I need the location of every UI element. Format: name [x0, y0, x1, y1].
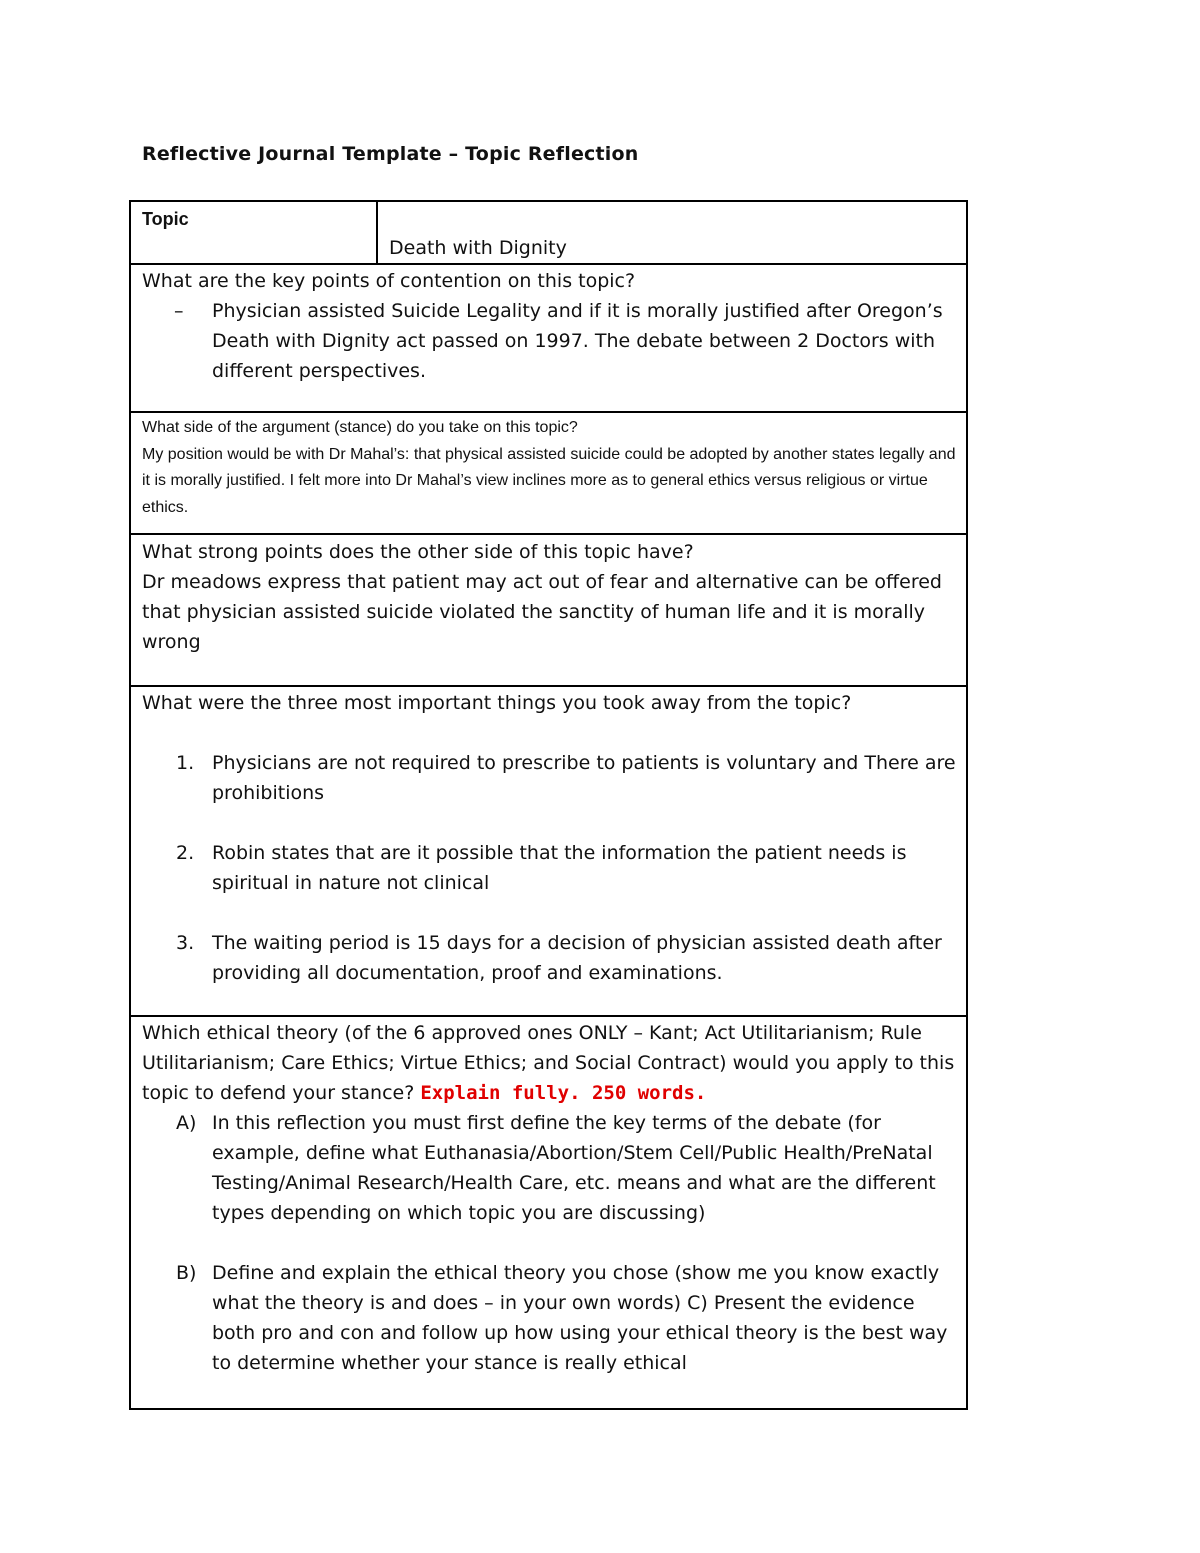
- contention-row: [130, 264, 967, 412]
- other-side-question: What strong points does the other side of this topic have?: [142, 541, 694, 563]
- instruction-text: In this reflection you must first define the key terms of the debate (for example, define what Euthanasia/Abortion/Stem Cell/Public Health/PreNatal Testing/Animal Research/Health Care, etc. means and what are the different types depending on which topic you are discussing): [212, 1112, 936, 1224]
- contention-cell: [130, 264, 967, 412]
- ethical-theory-list: [142, 1108, 956, 1378]
- other-side-cell: [130, 534, 967, 686]
- list-item: [174, 296, 956, 386]
- stance-answer: My position would be with Dr Mahal’s: that physical assisted suicide could be adopted by another states legally and it is morally justified. I felt more into Dr Mahal’s view inclines more as to general ethics versus religious or virtue ethics.: [142, 445, 956, 516]
- ethical-theory-row: [130, 1016, 967, 1409]
- topic-value-cell: [377, 201, 967, 264]
- topic-value: Death with Dignity: [389, 237, 567, 259]
- list-marker: 2.: [176, 842, 195, 864]
- topic-label: Topic: [142, 209, 189, 229]
- takeaways-question: What were the three most important things you took away from the topic?: [142, 692, 852, 714]
- other-side-answer: Dr meadows express that patient may act out of fear and alternative can be offered that physician assisted suicide violated the sanctity of human life and it is morally wrong: [142, 571, 942, 653]
- instruction-text: Define and explain the ethical theory you chose (show me you know exactly what the theory is and does – in your own words) C) Present the evidence both pro and con and follow up how using your ethical theory is the best way to determine whether your stance is really ethical: [212, 1262, 948, 1374]
- stance-question: What side of the argument (stance) do you take on this topic?: [142, 419, 578, 436]
- list-marker: B): [176, 1262, 197, 1284]
- contention-list: [142, 296, 956, 386]
- list-item: [176, 1258, 956, 1378]
- contention-bullet-text: Physician assisted Suicide Legality and if it is morally justified after Oregon’s Death with Dignity act passed on 1997. The debate between 2 Doctors with different perspectives.: [212, 300, 943, 382]
- takeaways-list: [142, 748, 956, 988]
- other-side-row: [130, 534, 967, 686]
- ethical-theory-question-block: [142, 1017, 956, 1108]
- list-item: [176, 838, 956, 898]
- reflection-table: [129, 200, 968, 1410]
- takeaway-text: Physicians are not required to prescribe to patients is voluntary and There are prohibitions: [212, 752, 956, 804]
- ethical-theory-cell: [130, 1016, 967, 1409]
- dash-marker: –: [174, 300, 184, 322]
- takeaway-text: Robin states that are it possible that the information the patient needs is spiritual in nature not clinical: [212, 842, 907, 894]
- list-marker: 1.: [176, 752, 195, 774]
- takeaways-row: [130, 686, 967, 1016]
- topic-row: [130, 201, 967, 264]
- ethical-theory-question: Which ethical theory (of the 6 approved ones ONLY – Kant; Act Utilitarianism; Rule Utilitarianism; Care Ethics; Virtue Ethics; and Social Contract) would you apply to this topic to defend your stance?: [142, 1022, 955, 1104]
- stance-cell: [130, 412, 967, 534]
- stance-row: [130, 412, 967, 534]
- list-item: [176, 928, 956, 988]
- document-title: Reflective Journal Template – Topic Reflection: [142, 143, 639, 165]
- list-marker: 3.: [176, 932, 195, 954]
- takeaway-text: The waiting period is 15 days for a decision of physician assisted death after providing all documentation, proof and examinations.: [212, 932, 942, 984]
- topic-label-cell: [130, 201, 377, 264]
- contention-question: What are the key points of contention on this topic?: [142, 270, 636, 292]
- explain-fully-emphasis: Explain fully. 250 words.: [420, 1082, 707, 1104]
- takeaways-cell: [130, 686, 967, 1016]
- list-marker: A): [176, 1112, 197, 1134]
- list-item: [176, 1108, 956, 1228]
- list-item: [176, 748, 956, 808]
